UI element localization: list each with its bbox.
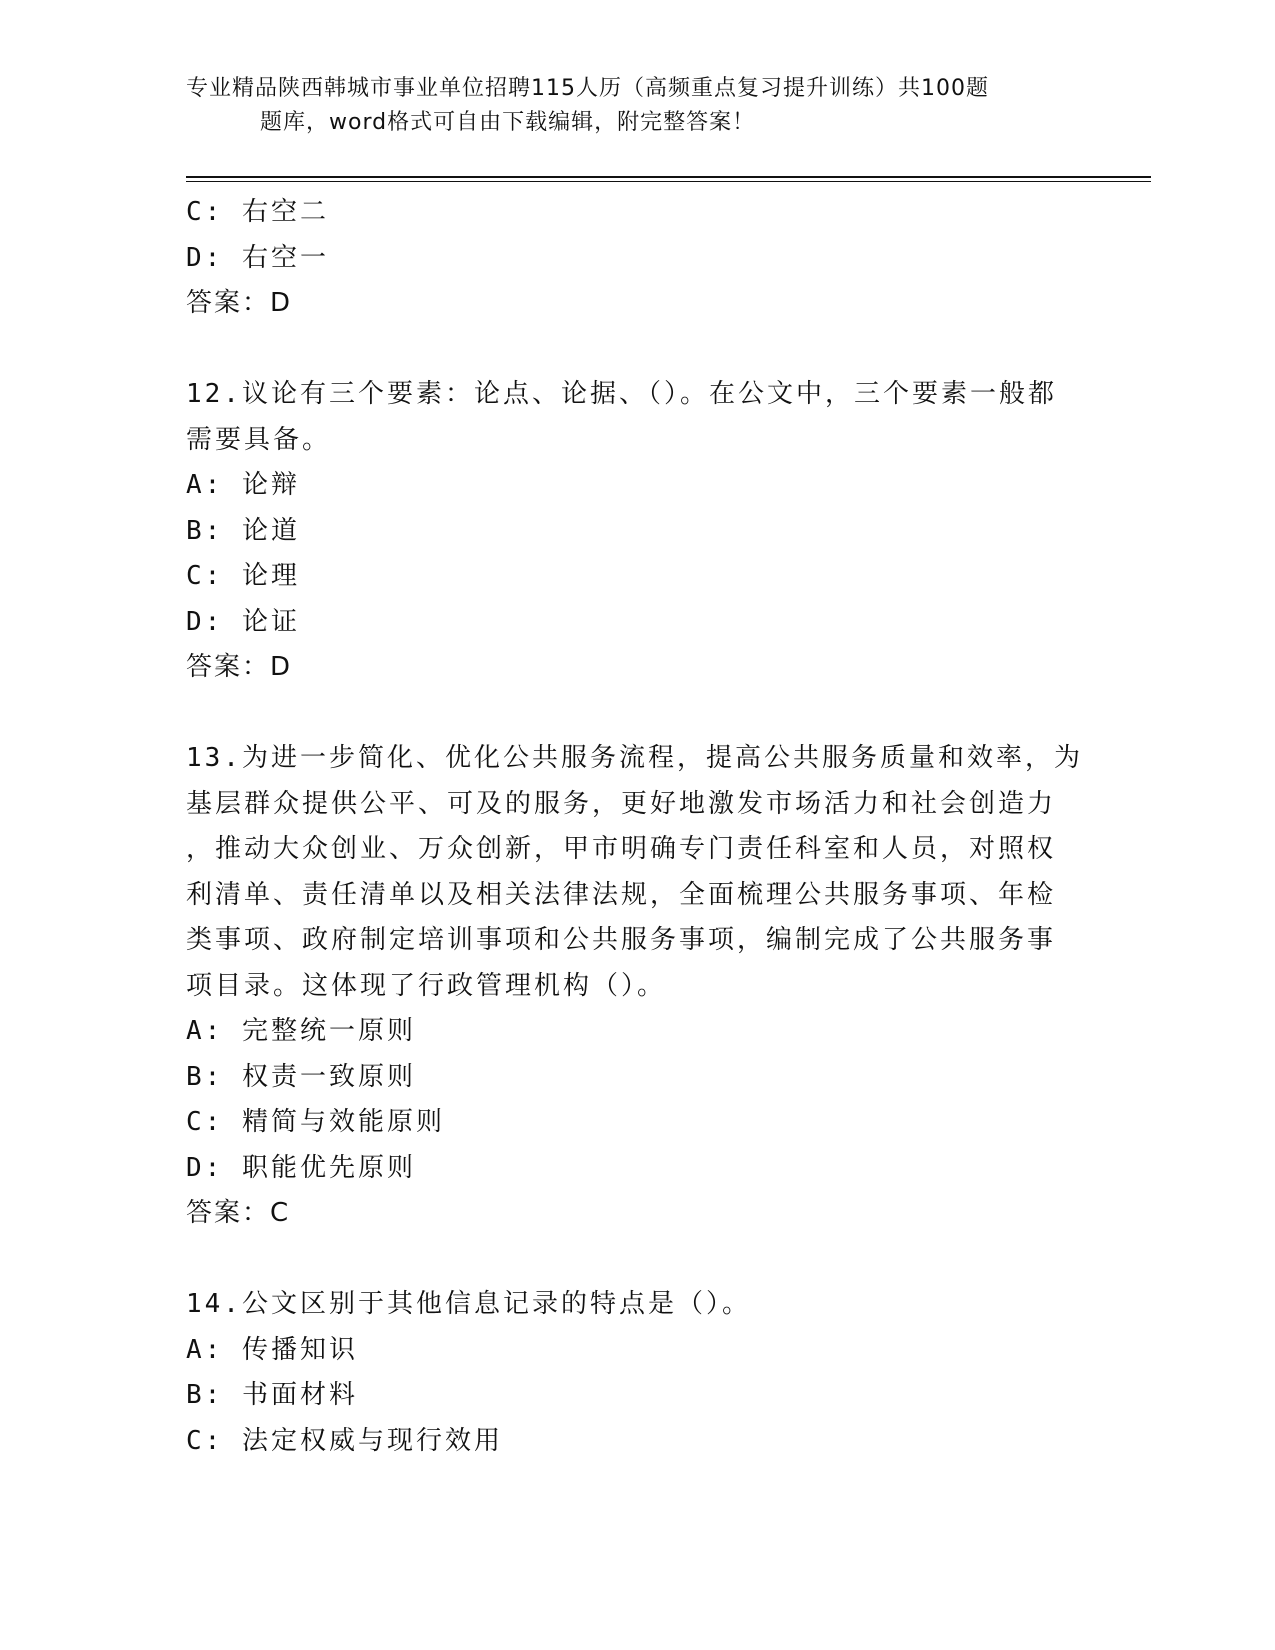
question-stem: 类事项、政府制定培训事项和公共服务事项，编制完成了公共服务事 [186,925,1057,955]
question-14 [186,1282,1086,1464]
question-13 [186,736,1086,1237]
question-stem: 14.公文区别于其他信息记录的特点是（）。 [186,1289,751,1319]
option-b: B: 书面材料 [186,1380,358,1410]
question-stem: ，推动大众创业、万众创新，甲市明确专门责任科室和人员，对照权 [186,834,1057,864]
question-stem: 利清单、责任清单以及相关法律法规，全面梳理公共服务事项、年检 [186,879,1057,910]
option-a: A: 论辩 [186,470,300,500]
document-body [186,190,1086,1464]
answer-line: 答案：C [186,1198,291,1228]
option-c: C: 论理 [186,561,300,591]
spacer [186,327,1086,373]
spacer [186,691,1086,737]
question-stem: 基层群众提供公平、可及的服务，更好地激发市场活力和社会创造力 [186,788,1057,819]
option-d: D: 职能优先原则 [186,1152,416,1183]
question-stem: 12.议论有三个要素：论点、论据、（）。在公文中，三个要素一般都 [186,379,1057,409]
option-c: C: 法定权威与现行效用 [186,1425,503,1456]
question-11-tail [186,190,1086,327]
header-divider-thin [186,181,1151,182]
option-d: D: 论证 [186,606,300,637]
option-b: B: 权责一致原则 [186,1061,416,1092]
answer-line: 答案：D [186,288,293,318]
question-stem: 需要具备。 [186,424,332,455]
page-header [186,72,1066,140]
spacer [186,1237,1086,1283]
question-12 [186,372,1086,691]
option-c: C: 右空二 [186,197,329,227]
option-c: C: 精简与效能原则 [186,1107,445,1137]
header-title-line2: 题库，word格式可自由下载编辑，附完整答案！ [260,110,756,135]
option-a: A: 完整统一原则 [186,1016,416,1046]
option-a: A: 传播知识 [186,1334,358,1365]
answer-line: 答案：D [186,652,293,682]
question-stem: 13.为进一步简化、优化公共服务流程，提高公共服务质量和效率，为 [186,743,1083,773]
option-d: D: 右空一 [186,242,329,273]
question-stem: 项目录。这体现了行政管理机构（）。 [186,970,667,1001]
header-divider-thick [186,176,1151,178]
option-b: B: 论道 [186,515,300,546]
header-title-line1: 专业精品陕西韩城市事业单位招聘115人历（高频重点复习提升训练）共100题 [186,76,989,101]
